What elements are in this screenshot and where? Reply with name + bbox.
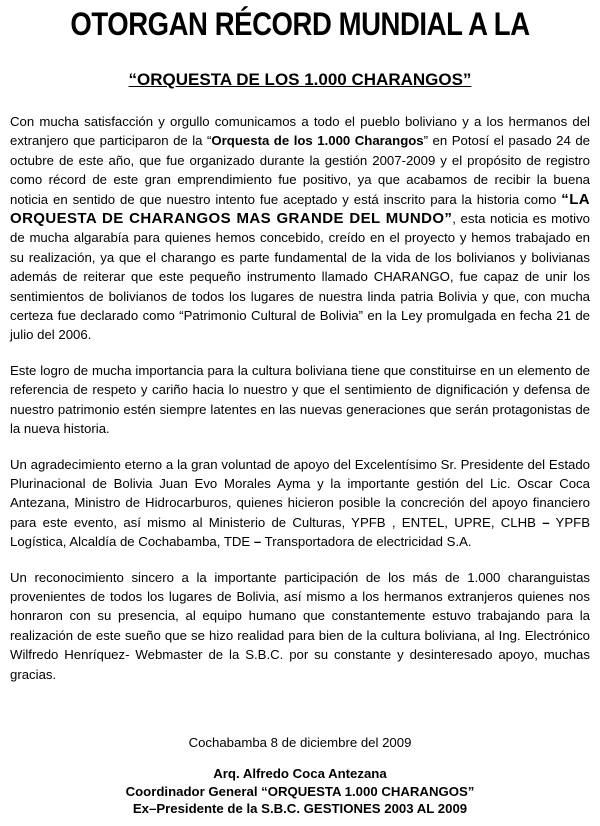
document-title: OTORGAN RÉCORD MUNDIAL A LA bbox=[70, 6, 530, 42]
signature-name: Arq. Alfredo Coca Antezana bbox=[213, 766, 387, 781]
paragraph-3 bbox=[10, 455, 590, 552]
signature-former-role: Ex–Presidente de la S.B.C. GESTIONES 2003 AL 2009 bbox=[132, 801, 468, 816]
paragraph-1-text-a: Con mucha satisfacción y orgullo comunicamos a todo el pueblo boliviano y a los hermanos del extranjero que participaron de la “ bbox=[10, 114, 590, 149]
document-body bbox=[10, 112, 590, 700]
paragraph-3-dash-b: – bbox=[253, 534, 262, 550]
paragraph-1-bold-event: Orquesta de los 1.000 Charangos bbox=[211, 133, 424, 149]
paragraph-1-text-b: ” en Potosí el pasado 24 de octubre de este año, que fue organizado durante la gestión 2007-2009 y el propósito de registro como récord de este gran emprendimiento fue positivo, ya que acabamos de recibir la buena noticia en sentido de que nuestro intento fue aceptado y está inscrito para la historia como bbox=[10, 133, 590, 207]
signature-role: Coordinador General “ORQUESTA 1.000 CHARANGOS” bbox=[125, 783, 475, 799]
paragraph-1 bbox=[10, 112, 590, 345]
document-date: Cochabamba 8 de diciembre del 2009 bbox=[188, 735, 412, 750]
document-subtitle: “ORQUESTA DE LOS 1.000 CHARANGOS” bbox=[128, 70, 472, 89]
paragraph-1-bold-record: “LA ORQUESTA DE CHARANGOS MAS GRANDE DEL MUNDO” bbox=[10, 190, 590, 228]
paragraph-1-text-c: , esta noticia es motivo de mucha algarabía para quienes hemos concebido, creído en el proyecto y hemos trabajado en su realización, ya que el charango es parte fundamental de la vida de los bolivianos y bolivianas además de reiterar que este pequeño instrumento llamado CHARANGO, fue capaz de unir los sentimientos de bolivianos de todos los lugares de nuestra linda patria Bolivia y que, con mucha certeza fue declarado como “Patrimonio Cultural de Bolivia” en la Ley promulgada en fecha 21 de julio del 2006. bbox=[10, 211, 591, 343]
paragraph-3-text-c: Transportadora de electricidad S.A. bbox=[261, 534, 472, 550]
paragraph-3-dash-a: – bbox=[542, 514, 550, 530]
paragraph-3-text-b: YPFB Logística, Alcaldía de Cochabamba, TDE bbox=[10, 514, 590, 550]
paragraph-3-text-a: Un agradecimiento eterno a la gran voluntad de apoyo del Excelentísimo Sr. Presidente del Estado Plurinacional de Bolivia Juan Evo Morales Ayma y la importante gestión del Lic. Oscar Coca Antezana, Ministro de Hidrocarburos, quienes hicieron posible la concreción del apoyo financiero para este evento, así mismo al Ministerio de Culturas, YPFB , ENTEL, UPRE, CLHB bbox=[10, 456, 590, 530]
paragraph-4: Un reconocimiento sincero a la importante participación de los más de 1.000 charanguistas provenientes de todos los lugares de Bolivia, así mismo a los hermanos extranjeros quienes nos honraron con su presencia, al equipo humano que constantemente estuvo trabajando para la realización de este sueño que se hizo realidad para bien de la cultura boliviana, al Ing. Electrónico Wilfredo Henríquez- Webmaster de la S.B.C. por su constante y desinteresado apoyo, muchas gracias. bbox=[10, 569, 590, 682]
paragraph-2: Este logro de mucha importancia para la cultura boliviana tiene que constituirse en un elemento de referencia de respeto y cariño hacia lo nuestro y que el sentimiento de dignificación y defensa de nuestro patrimonio estén siempre latentes en las nuevas generaciones que serán protagonistas de la nueva historia. bbox=[10, 362, 590, 437]
signature-block bbox=[0, 765, 600, 818]
